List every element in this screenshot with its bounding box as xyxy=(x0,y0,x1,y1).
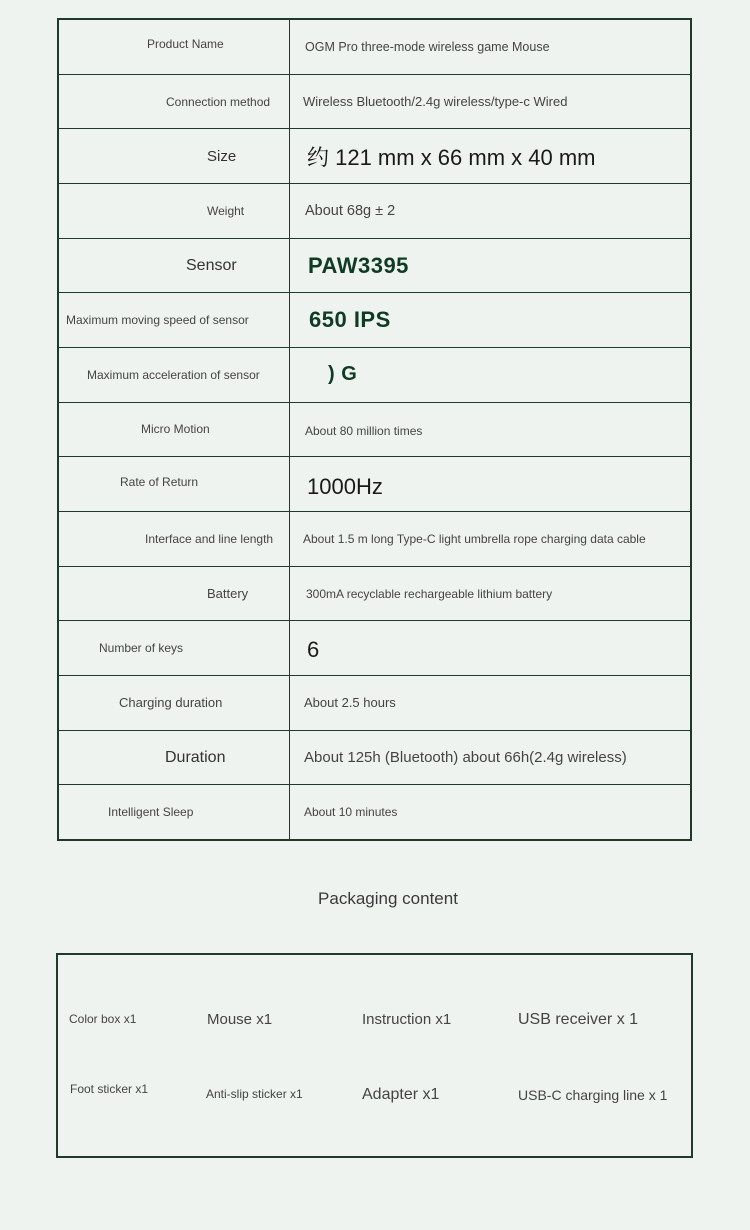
packaging-item: Adapter x1 xyxy=(362,1086,440,1103)
spec-label: Size xyxy=(59,129,290,183)
packaging-item: Anti-slip sticker x1 xyxy=(206,1087,303,1101)
table-row xyxy=(59,348,690,403)
spec-label: Interface and line length xyxy=(59,512,290,566)
spec-label: Connection method xyxy=(59,75,290,129)
spec-value: 300mA recyclable rechargeable lithium battery xyxy=(306,586,553,601)
spec-value: 1000Hz xyxy=(307,474,383,500)
spec-label: Intelligent Sleep xyxy=(59,785,290,839)
packaging-item: Instruction x1 xyxy=(362,1011,452,1028)
table-row xyxy=(59,457,690,512)
spec-label: Duration xyxy=(59,731,290,785)
table-row xyxy=(59,239,690,294)
table-row xyxy=(59,567,690,622)
spec-value: About 68g ± 2 xyxy=(305,202,396,219)
table-row xyxy=(59,293,690,348)
spec-label: Sensor xyxy=(59,239,290,293)
table-row xyxy=(59,20,690,75)
packaging-item: USB receiver x 1 xyxy=(518,1011,639,1028)
spec-label: Weight xyxy=(59,184,290,238)
packaging-title: Packaging content xyxy=(318,889,458,908)
table-row xyxy=(59,785,690,839)
spec-value: About 2.5 hours xyxy=(304,695,396,711)
spec-value: 约 121 mm x 66 mm x 40 mm xyxy=(307,144,596,170)
spec-label: Battery xyxy=(59,567,290,621)
packaging-item: USB-C charging line x 1 xyxy=(518,1087,668,1103)
spec-label: Maximum acceleration of sensor xyxy=(59,348,290,402)
packaging-box xyxy=(56,953,693,1158)
spec-value: About 10 minutes xyxy=(304,805,398,820)
packaging-item: Mouse x1 xyxy=(207,1011,273,1028)
spec-label: Number of keys xyxy=(59,621,290,675)
spec-label: Micro Motion xyxy=(59,403,290,457)
table-row xyxy=(59,129,690,184)
spec-label: Rate of Return xyxy=(59,457,290,511)
spec-value: 650 IPS xyxy=(309,307,391,333)
spec-value: OGM Pro three-mode wireless game Mouse xyxy=(305,39,550,54)
spec-value: Wireless Bluetooth/2.4g wireless/type-c Wired xyxy=(303,94,568,109)
spec-value: 6 xyxy=(307,637,320,663)
packaging-item: Foot sticker x1 xyxy=(70,1082,149,1096)
spec-value: About 125h (Bluetooth) about 66h(2.4g wireless) xyxy=(304,749,627,767)
table-row xyxy=(59,621,690,676)
packaging-item: Color box x1 xyxy=(69,1012,137,1026)
table-row xyxy=(59,512,690,567)
spec-value: About 1.5 m long Type-C light umbrella rope charging data cable xyxy=(303,531,646,546)
spec-table xyxy=(57,18,692,841)
spec-label: Maximum moving speed of sensor xyxy=(59,293,290,347)
spec-label: Product Name xyxy=(59,20,290,74)
spec-value: ) G xyxy=(328,363,358,386)
table-row xyxy=(59,75,690,130)
spec-label: Charging duration xyxy=(59,676,290,730)
table-row xyxy=(59,403,690,458)
spec-value: PAW3395 xyxy=(308,252,409,278)
table-row xyxy=(59,731,690,786)
table-row xyxy=(59,676,690,731)
table-row xyxy=(59,184,690,239)
spec-value: About 80 million times xyxy=(305,423,423,438)
